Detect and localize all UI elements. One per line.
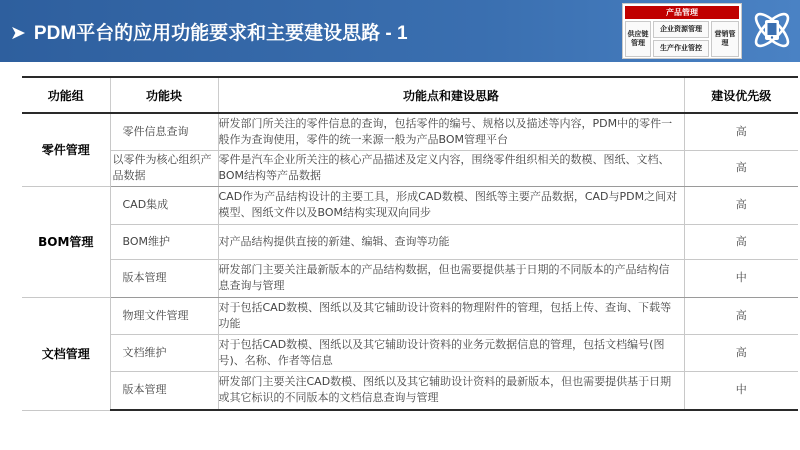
function-description-cell: 零件是汽车企业所关注的核心产品描述及定义内容，围绕零件组织相关的数模、图纸、文档、BOM结构等产品数据	[218, 150, 684, 186]
page-title-text: PDM平台的应用功能要求和主要建设思路 - 1	[33, 23, 408, 44]
function-block-cell: 零件信息查询	[110, 113, 218, 150]
header-function-group: 功能组	[22, 77, 110, 113]
function-description-cell: 对于包括CAD数模、图纸以及其它辅助设计资料的物理附件的管理，包括上传、查询、下载等功能	[218, 297, 684, 334]
function-description-cell: 研发部门主要关注CAD数模、图纸以及其它辅助设计资料的最新版本，但也需要提供基于日期或其它标识的不同版本的文档信息查询与管理	[218, 371, 684, 410]
priority-cell: 高	[684, 113, 798, 150]
function-description-cell: 对于包括CAD数模、图纸以及其它辅助设计资料的业务元数据信息的管理，包括文档编号(图号)、名称、作者等信息	[218, 334, 684, 371]
priority-cell: 高	[684, 224, 798, 259]
priority-cell: 高	[684, 297, 798, 334]
diagram-right-box: 营销管理	[711, 21, 739, 57]
priority-cell: 中	[684, 371, 798, 410]
table-row	[22, 150, 798, 186]
function-description-cell: 研发部门所关注的零件信息的查询，包括零件的编号、规格以及描述等内容，PDM中的零件一般作为查询使用，零件的统一来源一般为产品BOM管理平台	[218, 113, 684, 150]
table-row	[22, 186, 798, 224]
function-block-cell: 文档维护	[110, 334, 218, 371]
function-block-cell: 以零件为核心组织产品数据	[110, 150, 218, 186]
priority-cell: 中	[684, 259, 798, 297]
table-row	[22, 113, 798, 150]
function-requirements-table	[22, 76, 798, 411]
diagram-top-label: 产品管理	[625, 6, 739, 19]
priority-cell: 高	[684, 334, 798, 371]
atom-device-icon	[748, 6, 796, 54]
function-block-cell: BOM维护	[110, 224, 218, 259]
chevron-right-icon: ➤	[10, 23, 26, 44]
function-block-cell: 版本管理	[110, 371, 218, 410]
diagram-center-top-box: 企业资源管理	[653, 21, 709, 38]
group-bom-management: BOM管理	[22, 186, 110, 297]
header-priority: 建设优先级	[684, 77, 798, 113]
function-block-cell: CAD集成	[110, 186, 218, 224]
product-management-diagram	[622, 3, 742, 59]
table-row	[22, 259, 798, 297]
group-part-management: 零件管理	[22, 113, 110, 186]
table-row	[22, 371, 798, 410]
priority-cell: 高	[684, 150, 798, 186]
table-row	[22, 224, 798, 259]
header-function-block: 功能块	[110, 77, 218, 113]
table-header-row	[22, 77, 798, 113]
function-description-cell: 对产品结构提供直接的新建、编辑、查询等功能	[218, 224, 684, 259]
function-description-cell: 研发部门主要关注最新版本的产品结构数据，但也需要提供基于日期的不同版本的产品结构信息查询与管理	[218, 259, 684, 297]
priority-cell: 高	[684, 186, 798, 224]
group-document-management: 文档管理	[22, 297, 110, 410]
table-row	[22, 334, 798, 371]
function-description-cell: CAD作为产品结构设计的主要工具，形成CAD数模、图纸等主要产品数据，CAD与PDM之间对模型、图纸文件以及BOM结构实现双向同步	[218, 186, 684, 224]
function-block-cell: 物理文件管理	[110, 297, 218, 334]
diagram-center-bottom-box: 生产作业管控	[653, 40, 709, 57]
title-bar	[0, 0, 800, 62]
function-block-cell: 版本管理	[110, 259, 218, 297]
page-title	[10, 18, 408, 45]
diagram-left-box: 供应链管理	[625, 21, 651, 57]
table-row	[22, 297, 798, 334]
header-function-point: 功能点和建设思路	[218, 77, 684, 113]
